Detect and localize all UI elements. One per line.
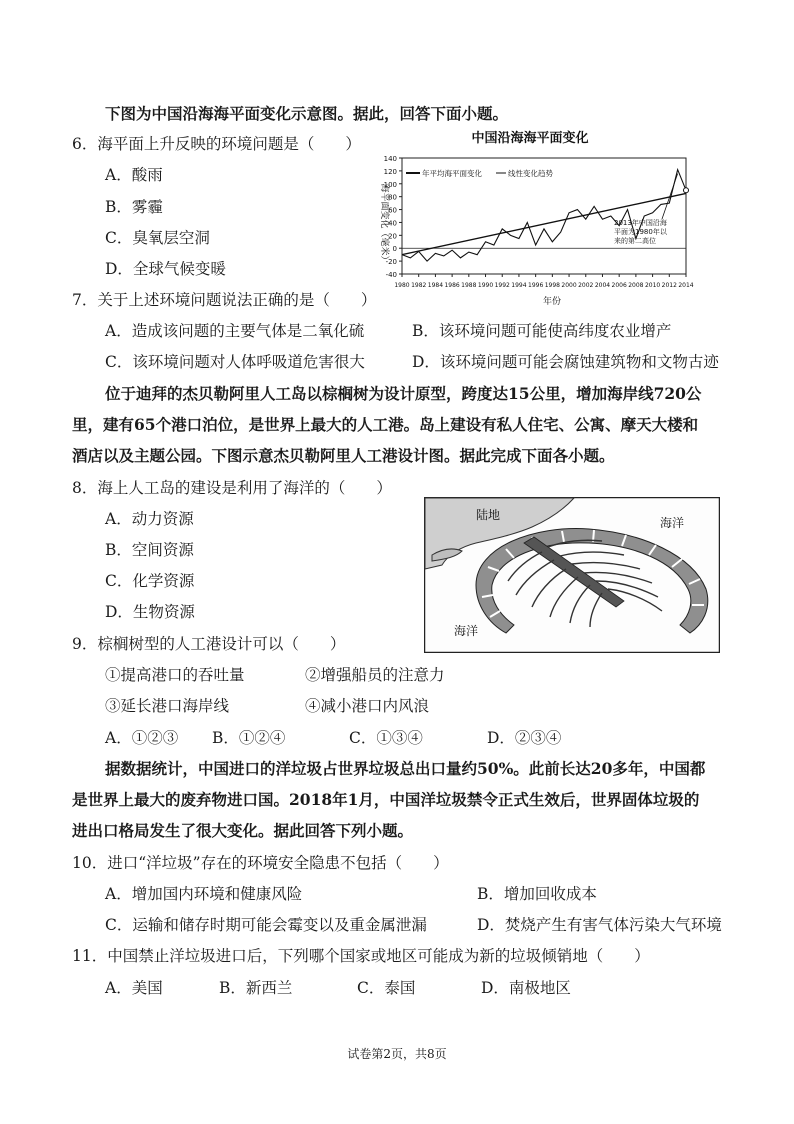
q8-option-b[interactable]: B．空间资源 (105, 541, 194, 559)
y-tick-label: 60 (388, 206, 397, 215)
y-tick-label: 0 (392, 245, 397, 254)
x-tick-label: 1994 (511, 282, 527, 289)
last-point-marker (684, 188, 689, 193)
question-9-stem: 9．棕榈树型的人工港设计可以（ ） (72, 635, 346, 653)
section-2-intro-line-2: 里，建有65个港口泊位，是世界上最大的人工港。岛上建设有私人住宅、公寓、摩天大楼和 (72, 415, 699, 434)
x-tick-label: 2002 (578, 282, 594, 289)
x-tick-label: 1986 (444, 282, 460, 289)
q11-option-c[interactable]: C．泰国 (357, 979, 416, 997)
y-tick-label: 140 (383, 155, 397, 163)
q11-option-a[interactable]: A．美国 (105, 979, 163, 997)
y-tick-label: 20 (388, 232, 397, 241)
q10-option-c[interactable]: C．运输和储存时期可能会霉变以及重金属泄漏 (105, 916, 427, 934)
section-3-intro-line-1: 据数据统计，中国进口的洋垃圾占世界垃圾总出口量约50%。此前长达20多年，中国都 (105, 759, 706, 778)
q7-option-c[interactable]: C．该环境问题对人体呼吸道危害很大 (105, 353, 365, 371)
x-tick-label: 2012 (661, 282, 677, 289)
y-tick-label: 40 (388, 219, 397, 228)
legend-label-annual: 年平均海平面变化 (422, 169, 482, 178)
chart-annotation-line: 2013年中国沿海 (614, 219, 667, 227)
q9-item-4: ④减小港口内风浪 (305, 697, 430, 715)
x-tick-label: 2000 (561, 282, 577, 289)
x-tick-label: 1990 (477, 282, 494, 289)
q9-option-a[interactable]: A．①②③ (105, 729, 179, 747)
q7-option-d[interactable]: D．该环境问题可能会腐蚀建筑物和文物古迹 (412, 353, 719, 371)
q9-item-1: ①提高港口的吞吐量 (105, 666, 245, 684)
chart-annotation-line: 来的第二高位 (614, 237, 656, 245)
q6-option-d[interactable]: D．全球气候变暖 (105, 260, 226, 278)
x-tick-label: 1992 (494, 282, 510, 289)
section-2-intro-line-1: 位于迪拜的杰贝勒阿里人工岛以棕榈树为设计原型，跨度达15公里，增加海岸线720公 (105, 384, 702, 403)
question-8-stem: 8．海上人工岛的建设是利用了海洋的（ ） (72, 479, 392, 497)
q9-option-d[interactable]: D．②③④ (487, 729, 562, 747)
x-tick-label: 1988 (461, 282, 477, 289)
x-tick-label: 1998 (544, 282, 560, 289)
q9-item-3: ③延长港口海岸线 (105, 697, 230, 715)
q8-option-a[interactable]: A．动力资源 (105, 510, 194, 528)
question-11-stem: 11．中国禁止洋垃圾进口后，下列哪个国家或地区可能成为新的垃圾倾销地（ ） (72, 947, 650, 965)
chart-xlabel: 年份 (542, 297, 562, 307)
q8-option-c[interactable]: C．化学资源 (105, 572, 195, 590)
q6-option-c[interactable]: C．臭氧层空洞 (105, 229, 210, 247)
x-tick-label: 2008 (628, 282, 644, 289)
map-label-ocean-right: 海洋 (660, 516, 685, 530)
q6-option-b[interactable]: B．雾霾 (105, 198, 163, 216)
q9-option-c[interactable]: C．①③④ (349, 729, 423, 747)
y-tick-label: -40 (385, 271, 397, 279)
question-6-stem: 6．海平面上升反映的环境问题是（ ） (72, 135, 361, 153)
chart-ylabel: 海平面变化（毫米） (379, 183, 389, 265)
section-2-intro-line-3: 酒店以及主题公园。下图示意杰贝勒阿里人工港设计图。据此完成下面各小题。 (72, 446, 615, 465)
chart-title: 中国沿海海平面变化 (471, 131, 589, 146)
q8-option-d[interactable]: D．生物资源 (105, 603, 195, 621)
x-tick-label: 2004 (594, 282, 611, 289)
q7-option-b[interactable]: B．该环境问题可能使高纬度农业增产 (412, 322, 672, 340)
legend-label-trend: 线性变化趋势 (508, 169, 553, 178)
page-footer: 试卷第2页，共8页 (347, 1047, 447, 1061)
section-1-intro: 下图为中国沿海海平面变化示意图。据此，回答下面小题。 (105, 104, 509, 123)
series-line (402, 170, 686, 262)
q7-option-a[interactable]: A．造成该问题的主要气体是二氧化硫 (105, 322, 365, 340)
chart-annotation-line: 平面为1980年以 (614, 228, 667, 236)
question-7-stem: 7．关于上述环境问题说法正确的是（ ） (72, 291, 377, 309)
question-10-stem: 10．进口“洋垃圾”存在的环境安全隐患不包括（ ） (72, 854, 449, 872)
q10-option-d[interactable]: D．焚烧产生有害气体污染大气环境 (477, 916, 722, 934)
y-tick-label: 120 (383, 167, 397, 176)
palm-port-map (424, 497, 720, 653)
x-tick-label: 1982 (411, 282, 427, 289)
section-3-intro-line-2: 是世界上最大的废弃物进口国。2018年1月，中国洋垃圾禁令正式生效后，世界固体垃圾的 (72, 790, 700, 809)
sea-level-chart (362, 124, 700, 310)
q11-option-d[interactable]: D．南极地区 (481, 979, 571, 997)
y-tick-label: 80 (388, 193, 397, 202)
q9-item-2: ②增强船员的注意力 (305, 666, 445, 684)
x-tick-label: 1984 (427, 282, 444, 289)
q10-option-b[interactable]: B．增加回收成本 (477, 885, 597, 903)
section-3-intro-line-3: 进出口格局发生了很大变化。据此回答下列小题。 (72, 821, 414, 840)
q11-option-b[interactable]: B．新西兰 (219, 979, 293, 997)
y-tick-label: -20 (385, 258, 397, 267)
x-tick-label: 1996 (528, 282, 544, 289)
q10-option-a[interactable]: A．增加国内环境和健康风险 (105, 885, 303, 903)
map-label-ocean-left: 海洋 (454, 624, 479, 638)
map-label-land: 陆地 (476, 508, 501, 522)
x-tick-label: 2014 (678, 282, 694, 289)
y-tick-label: 100 (383, 180, 397, 189)
x-tick-label: 1980 (394, 282, 410, 289)
q6-option-a[interactable]: A．酸雨 (105, 166, 163, 184)
x-tick-label: 2010 (644, 282, 661, 289)
q9-option-b[interactable]: B．①②④ (212, 729, 286, 747)
x-tick-label: 2006 (611, 282, 627, 289)
